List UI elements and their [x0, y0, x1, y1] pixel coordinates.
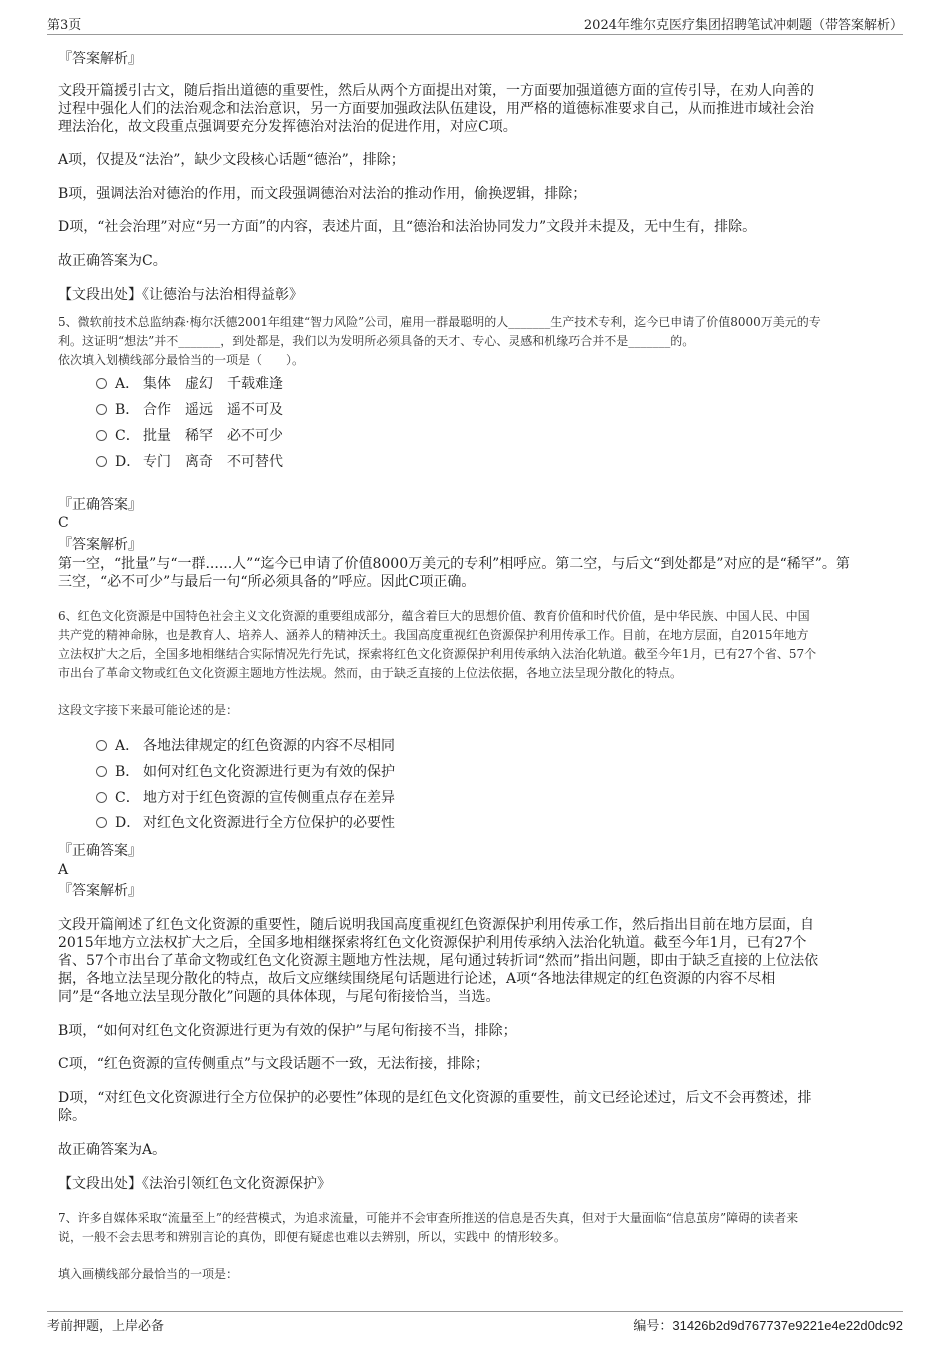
- answer-value: C: [58, 515, 69, 531]
- document-title: 2024年维尔克医疗集团招聘笔试冲刺题（带答案解析）: [583, 18, 903, 33]
- q5-option-a[interactable]: A． 集体 虚幻 千载难逢: [96, 374, 283, 394]
- q6-option-d[interactable]: D． 对红色文化资源进行全方位保护的必要性: [96, 813, 395, 833]
- analysis-paragraph: 第一空，“批量”与“一群......人”“迄今已申请了价值8000万美元的专利”相呼应。第二空，与后文“到处都是”对应的是“稀罕”。第 三空，“必不可少”与最后一句“所必须具备的”呼应。因此C项正确。: [58, 556, 850, 590]
- q6-option-c[interactable]: C． 地方对于红色资源的宣传侧重点存在差异: [96, 788, 395, 808]
- q6-option-a[interactable]: A． 各地法律规定的红色资源的内容不尽相同: [96, 736, 395, 756]
- answer-label: 『正确答案』: [58, 497, 142, 513]
- analysis-label: 『答案解析』: [58, 883, 142, 899]
- option-c-analysis: C项，“红色资源的宣传侧重点”与文段话题不一致，无法衔接，排除；: [58, 1056, 490, 1072]
- document-code: 编号：31426b2d9d767737e9221e4e22d0dc92: [633, 1318, 903, 1333]
- option-b-analysis: B项，强调法治对德治的作用，而文段强调德治对法治的推动作用，偷换逻辑，排除；: [58, 186, 587, 202]
- q5-option-d[interactable]: D． 专门 离奇 不可替代: [96, 452, 283, 472]
- radio-icon[interactable]: [96, 792, 107, 803]
- question-7-prompt: 填入画横线部分最恰当的一项是：: [58, 1267, 239, 1281]
- analysis-label: 『答案解析』: [58, 537, 142, 553]
- page-number: 第3页: [47, 18, 82, 33]
- question-7-stem: 7、许多自媒体采取“流量至上”的经营模式，为追求流量，可能并不会审查所推送的信息是否失真，但对于大量面临“信息茧房”障碍的读者来 说，一般不会去思考和辨别言论的真伪，即便有疑虑也难以去辨别，所以，实践中 的情形较多。: [58, 1211, 799, 1244]
- q5-option-c[interactable]: C． 批量 稀罕 必不可少: [96, 426, 283, 446]
- q6-option-b[interactable]: B． 如何对红色文化资源进行更为有效的保护: [96, 762, 395, 782]
- page-footer: [47, 1311, 903, 1335]
- radio-icon[interactable]: [96, 766, 107, 777]
- answer-label: 『正确答案』: [58, 843, 142, 859]
- analysis-paragraph: 文段开篇援引古文，随后指出道德的重要性，然后从两个方面提出对策，一方面要加强道德方面的宣传引导，在劝人向善的 过程中强化人们的法治观念和法治意识，另一方面要加强政法队伍建设，用严格的道德标准要求自己，从而推进市域社会治 理法治化，故文段重点强调要充分发挥德治对法治的促进作用，对应C项。: [58, 83, 814, 135]
- radio-icon[interactable]: [96, 817, 107, 828]
- page-header: [47, 14, 903, 35]
- radio-icon[interactable]: [96, 456, 107, 467]
- radio-icon[interactable]: [96, 740, 107, 751]
- answer-value: A: [58, 862, 69, 878]
- analysis-label: 『答案解析』: [58, 51, 142, 67]
- radio-icon[interactable]: [96, 404, 107, 415]
- question-6-stem: 6、红色文化资源是中国特色社会主义文化资源的重要组成部分，蕴含着巨大的思想价值、教育价值和时代价值，是中华民族、中国人民、中国 共产党的精神命脉，也是教育人、培养人、涵养人的精神沃土。我国高度重视红色资源保护利用传承工作。目前，在地方层面，自2015年地方 立法权扩大之后，全国多地相继结合实际情况先行先试，探索将红色文化资源保护利用传承纳入法治化轨道。截至今年1月，已有27个省、57个 市出台了革命文物或红色文化资源主题地方性法规。然而，由于缺乏直接的上位法依据，各地立法呈现分散化的特点。: [58, 609, 817, 680]
- q5-option-b[interactable]: B． 合作 遥远 遥不可及: [96, 400, 283, 420]
- option-d-analysis: D项，“社会治理”对应“另一方面”的内容，表述片面，且“德治和法治协同发力”文段并未提及，无中生有，排除。: [58, 219, 757, 235]
- analysis-paragraph: 文段开篇阐述了红色文化资源的重要性，随后说明我国高度重视红色资源保护利用传承工作，然后指出目前在地方层面，自 2015年地方立法权扩大之后，全国多地相继探索将红色文化资源保护利用传承纳入法治化轨道。截至今年1月，已有27个 省、57个市出台了革命文物或红色文化资源主题地方性法规，尾句通过转折词“然而”指出问题，即由于缺乏直接的上位法依 据，各地立法呈现分散化的特点，故后文应继续围绕尾句话题进行论述，A项“各地法律规定的红色资源的内容不尽相 同”是“各地立法呈现分散化”问题的具体体现，与尾句衔接恰当，当选。: [58, 917, 819, 1005]
- conclusion: 故正确答案为A。: [58, 1142, 167, 1158]
- option-d-analysis: D项，“对红色文化资源进行全方位保护的必要性”体现的是红色文化资源的重要性，前文已经论述过，后文不会再赘述，排 除。: [58, 1090, 812, 1124]
- source: 【文段出处】《让德治与法治相得益彰》: [58, 287, 303, 303]
- radio-icon[interactable]: [96, 378, 107, 389]
- option-b-analysis: B项，“如何对红色文化资源进行更为有效的保护”与尾句衔接不当，排除；: [58, 1023, 517, 1039]
- conclusion: 故正确答案为C。: [58, 253, 167, 269]
- question-5-stem: 5、微软前技术总监纳森·梅尔沃德2001年组建“智力风险”公司，雇用一群最聪明的人_______生产技术专利，迄今已申请了价值8000万美元的专 利。这证明“想法”并不_______，到处都是，我们以为发明所必须具备的天才、专心、灵感和机缘巧合并不是_______的。 依次填入划横线部分最恰当的一项是（ ）。: [58, 315, 821, 367]
- question-6-prompt: 这段文字接下来最可能论述的是：: [58, 703, 239, 717]
- option-a-analysis: A项，仅提及“法治”，缺少文段核心话题“德治”，排除；: [58, 152, 405, 168]
- source: 【文段出处】《法治引领红色文化资源保护》: [58, 1176, 331, 1192]
- footer-note: 考前押题，上岸必备: [47, 1319, 165, 1334]
- radio-icon[interactable]: [96, 430, 107, 441]
